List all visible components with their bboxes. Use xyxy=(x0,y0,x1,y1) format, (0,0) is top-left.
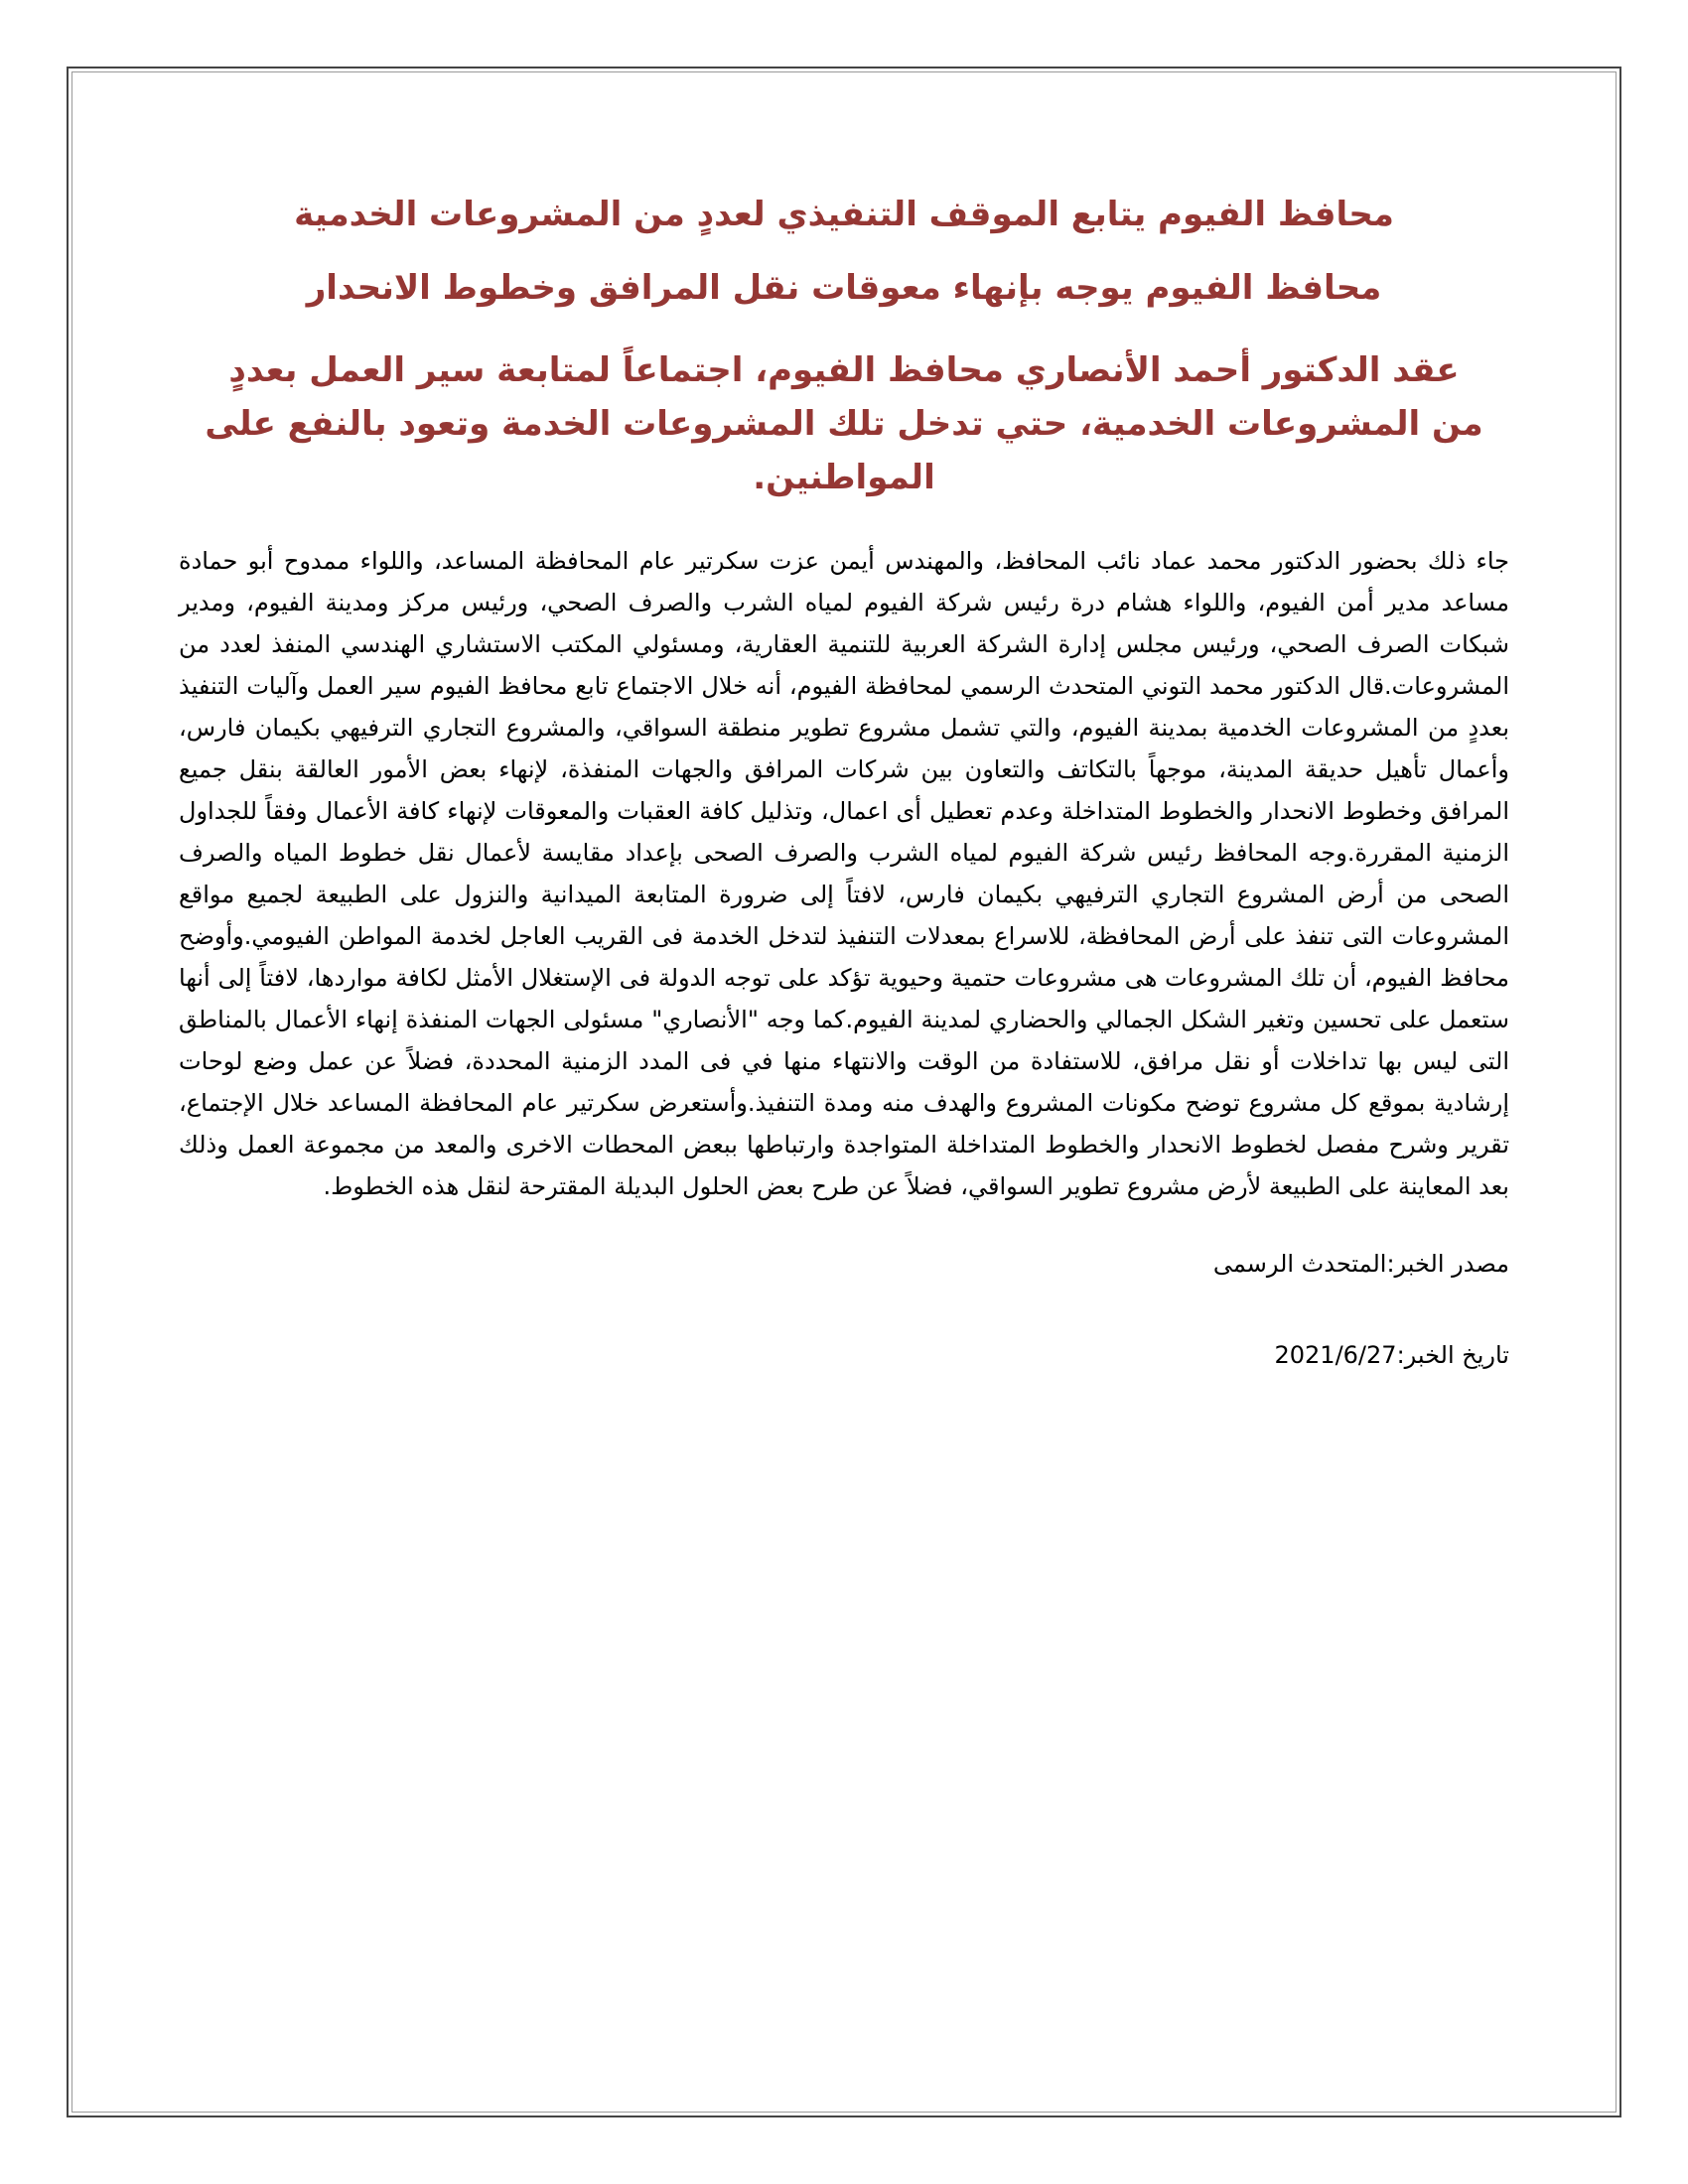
news-date: تاريخ الخبر:2021/6/27 xyxy=(1274,1341,1509,1369)
article-body: جاء ذلك بحضور الدكتور محمد عماد نائب المحافظ، والمهندس أيمن عزت سكرتير عام المحافظة المساعد، واللواء ممدوح أبو حمادة مساعد مدير أمن الفيوم، واللواء هشام درة رئيس شركة الفيوم لمياه الشرب والصرف الصحي، ورئيس مركز ومدينة الفيوم، ومدير شبكات الصرف الصحي، ورئيس مجلس إدارة الشركة العربية للتنمية العقارية، ومسئولي المكتب الاستشاري الهندسي المنفذ لعدد من المشروعات.قال الدكتور محمد التوني المتحدث الرسمي لمحافظة الفيوم، أنه خلال الاجتماع تابع محافظ الفيوم سير العمل وآليات التنفيذ بعددٍ من المشروعات الخدمية بمدينة الفيوم، والتي تشمل مشروع تطوير منطقة السواقي، والمشروع التجاري الترفيهي بكيمان فارس، وأعمال تأهيل حديقة المدينة، موجهاً بالتكاتف والتعاون بين شركات المرافق والجهات المنفذة، لإنهاء بعض الأمور العالقة بنقل جميع المرافق وخطوط الانحدار والخطوط المتداخلة وعدم تعطيل أى اعمال، وتذليل كافة العقبات والمعوقات لإنهاء كافة الأعمال وفقاً للجداول الزمنية المقررة.وجه المحافظ رئيس شركة الفيوم لمياه الشرب والصرف الصحى بإعداد مقايسة لأعمال نقل خطوط المياه والصرف الصحى من أرض المشروع التجاري الترفيهي بكيمان فارس، لافتاً إلى ضرورة المتابعة الميدانية والنزول على الطبيعة لجميع مواقع المشروعات التى تنفذ على أرض المحافظة، للاسراع بمعدلات التنفيذ لتدخل الخدمة فى القريب العاجل لخدمة المواطن الفيومي.وأوضح محافظ الفيوم، أن تلك المشروعات هى مشروعات حتمية وحيوية تؤكد على توجه الدولة فى الإستغلال الأمثل لكافة مواردها، لافتاً إلى أنها ستعمل على تحسين وتغير الشكل الجمالي والحضاري لمدينة الفيوم.كما وجه "الأنصاري" مسئولى الجهات المنفذة إنهاء الأعمال بالمناطق التى ليس بها تداخلات أو نقل مرافق، للاستفادة من الوقت والانتهاء منها في فى المدد الزمنية المحددة، فضلاً عن عمل وضع لوحات إرشادية بموقع كل مشروع توضح مكونات المشروع والهدف منه ومدة التنفيذ.وأستعرض سكرتير عام المحافظة المساعد خلال الإجتماع، تقرير وشرح مفصل لخطوط الانحدار والخطوط المتداخلة المتواجدة وارتباطها ببعض المحطات الاخرى والمعد من مجموعة العمل وذلك بعد المعاينة على الطبيعة لأرض مشروع تطوير السواقي، فضلاً عن طرح بعض الحلول البديلة المقترحة لنقل هذه الخطوط. xyxy=(179,547,1509,1200)
headline-sub: محافظ الفيوم يوجه بإنهاء معوقات نقل المرافق وخطوط الانحدار xyxy=(306,268,1382,308)
article-lead: عقد الدكتور أحمد الأنصاري محافظ الفيوم، اجتماعاً لمتابعة سير العمل بعددٍ من المشروعات الخدمية، حتي تدخل تلك المشروعات الخدمة وتعود بالنفع على المواطنين. xyxy=(205,350,1483,497)
news-source: مصدر الخبر:المتحدث الرسمى xyxy=(1212,1250,1509,1278)
headline-main: محافظ الفيوم يتابع الموقف التنفيذي لعددٍ من المشروعات الخدمية xyxy=(294,195,1394,234)
article-container xyxy=(179,189,1509,1376)
